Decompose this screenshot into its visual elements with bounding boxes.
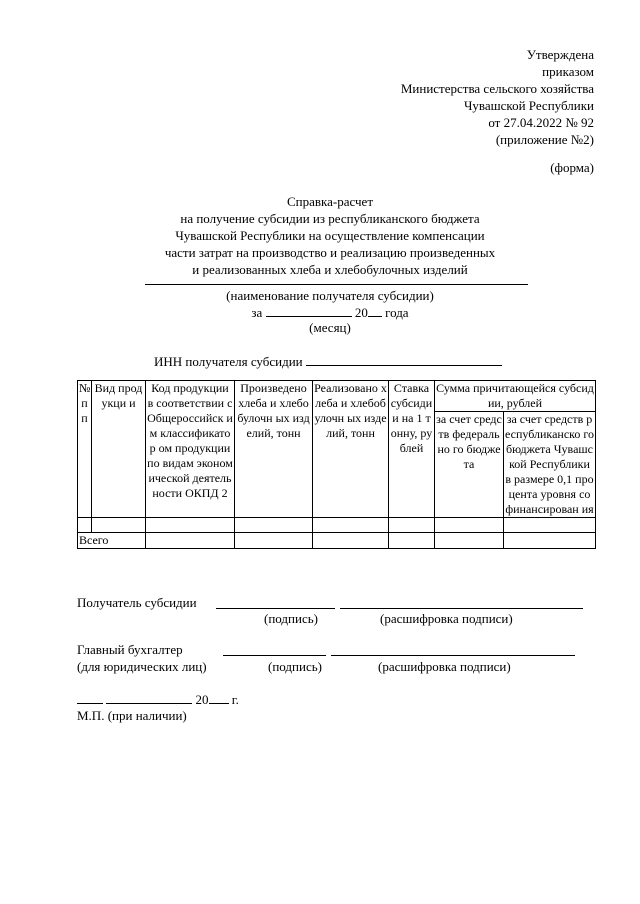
approval-line: (приложение №2) (495, 132, 594, 147)
table-cell[interactable] (78, 518, 92, 533)
decode-caption: (расшифровка подписи) (380, 611, 513, 626)
title-line: части затрат на производство и реализацию произведенных (164, 245, 496, 260)
accountant-decode-field[interactable] (331, 655, 575, 656)
title-line: Чувашской Республики на осуществление компенсации (175, 228, 485, 243)
approval-line: Чувашской Республики (463, 98, 594, 113)
calculation-table (77, 380, 596, 549)
table-cell[interactable] (313, 518, 389, 533)
total-label: Всего (78, 533, 146, 549)
inn-label: ИНН получателя субсидии (154, 354, 303, 369)
total-row (78, 533, 596, 549)
table-row (78, 518, 596, 533)
period-year-prefix: 20 (354, 305, 368, 320)
title-line: на получение субсидии из республиканского бюджета (180, 211, 480, 226)
header-number: № п п (78, 381, 92, 518)
header-republic: за счет средств республиканско го бюджета Чувашской Республики в размере 0,1 процента уровня софинансирован ия (505, 412, 594, 516)
table-cell[interactable] (389, 533, 435, 549)
table-cell[interactable] (313, 533, 389, 549)
recipient-signature-field[interactable] (216, 608, 335, 609)
accountant-signature-caption: (подпись) (268, 659, 322, 674)
accountant-decode-caption: (расшифровка подписи) (378, 659, 511, 674)
approval-line: Министерства сельского хозяйства (400, 81, 594, 96)
form-label: (форма) (550, 160, 594, 175)
date-month-field[interactable] (106, 690, 192, 704)
signature-caption: (подпись) (264, 611, 318, 626)
recipient-label: Получатель субсидии (77, 595, 197, 610)
date-year-field[interactable] (209, 690, 229, 704)
recipient-name-field[interactable] (145, 284, 528, 285)
month-caption: (месяц) (309, 320, 351, 335)
accountant-label: Главный бухгалтер (77, 642, 183, 657)
title-line: и реализованных хлеба и хлебобулочных изделий (192, 262, 468, 277)
table-cell[interactable] (504, 518, 596, 533)
period-suffix: года (385, 305, 409, 320)
header-federal: за счет средств федерально го бюджета (435, 412, 504, 518)
header-produced: Произведено хлеба и хлебобулочн ых изделий, тонн (235, 381, 313, 518)
inn-row (154, 352, 502, 370)
stamp-label: М.П. (при наличии) (77, 708, 187, 723)
inn-field[interactable] (306, 352, 502, 366)
header-subsidy-sum: Сумма причитающейся субсидии, рублей (436, 381, 594, 410)
table-cell[interactable] (235, 518, 313, 533)
table-cell[interactable] (92, 518, 146, 533)
date-year-prefix: 20 (195, 692, 209, 707)
table-cell[interactable] (235, 533, 313, 549)
title-line: Справка-расчет (286, 194, 374, 209)
accountant-signature-field[interactable] (223, 655, 326, 656)
table-cell[interactable] (146, 518, 235, 533)
date-line (77, 690, 239, 708)
table-cell[interactable] (146, 533, 235, 549)
day-field[interactable] (77, 690, 103, 704)
recipient-decode-field[interactable] (340, 608, 583, 609)
year-field[interactable] (368, 303, 382, 317)
period-prefix: за (251, 305, 263, 320)
header-rate: Ставка субсиди и на 1 тонну, рублей (389, 381, 435, 518)
table-cell[interactable] (435, 533, 504, 549)
document-title (80, 193, 580, 278)
table-cell[interactable] (504, 533, 596, 549)
header-product-type: Вид продукци и (92, 381, 146, 518)
month-field[interactable] (266, 303, 352, 317)
table-cell[interactable] (435, 518, 504, 533)
table-cell[interactable] (389, 518, 435, 533)
accountant-sub-label: (для юридических лиц) (77, 659, 207, 674)
approval-block (401, 46, 594, 148)
approval-line: Утверждена (526, 47, 594, 62)
approval-line: приказом (542, 64, 594, 79)
date-suffix: г. (231, 692, 239, 707)
header-product-code: Код продукции в соответствии с Общероссийск им классификатор ом продукции по видам экономической деятельности ОКПД 2 (146, 381, 235, 518)
header-sold: Реализовано хлеба и хлебобулочн ых изделий, тонн (313, 381, 389, 518)
recipient-caption: (наименование получателя субсидии) (226, 288, 434, 303)
approval-line: от 27.04.2022 № 92 (488, 115, 594, 130)
